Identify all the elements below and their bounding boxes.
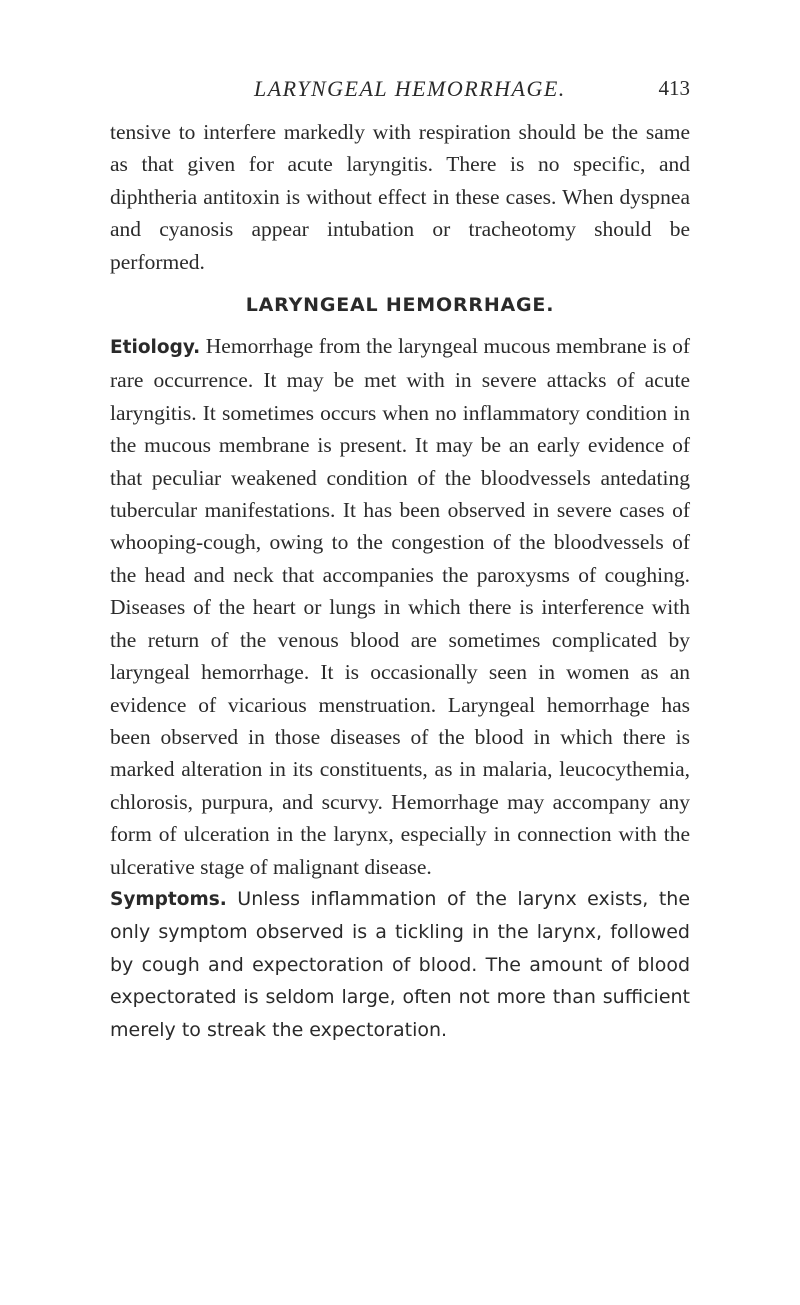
opening-paragraph: tensive to interfere markedly with respiration should be the same as that given for acute laryngitis. There is no specific, and diphtheria antitoxin is without effect in these cases. When dyspnea and cyanosis appear intubation or tracheotomy should be performed. (110, 120, 690, 274)
symptoms-heading: Symptoms. (110, 888, 227, 910)
symptoms-paragraph (110, 883, 690, 1046)
running-title: LARYNGEAL HEMORRHAGE. (254, 76, 566, 101)
page-body (110, 116, 690, 1046)
etiology-text: Hemorrhage from the laryngeal mucous membrane is of rare occurrence. It may be met with in severe attacks of acute laryngitis. It sometimes occurs when no inflammatory condition in the mucous membrane is present. It may be an early evidence of that peculiar weakened condition of the bloodvessels antedating tubercular manifestations. It has been observed in severe cases of whooping-cough, owing to the congestion of the bloodvessels of the head and neck that accompanies the paroxysms of coughing. Diseases of the heart or lungs in which there is interference with the return of the venous blood are sometimes complicated by laryngeal hemorrhage. It is occasionally seen in women as an evidence of vicarious menstruation. Laryngeal hemorrhage has been observed in those diseases of the blood in which there is marked alteration in its constituents, as in malaria, leucocythemia, chlorosis, purpura, and scurvy. Hemorrhage may accompany any form of ulceration in the larynx, especially in connection with the ulcerative stage of malignant disease. (110, 334, 691, 879)
etiology-heading: Etiology. (110, 337, 201, 359)
etiology-paragraph (110, 330, 690, 883)
running-head (110, 76, 690, 106)
page-number: 413 (658, 76, 690, 100)
symptoms-text: Unless inflammation of the larynx exists, the only symptom observed is a tickling in the larynx, followed by cough and expectoration of blood. The amount of blood expectorated is seldom large, often not more than sufficient merely to streak the expectoration. (110, 887, 691, 1041)
section-title: LARYNGEAL HEMORRHAGE. (245, 294, 555, 317)
